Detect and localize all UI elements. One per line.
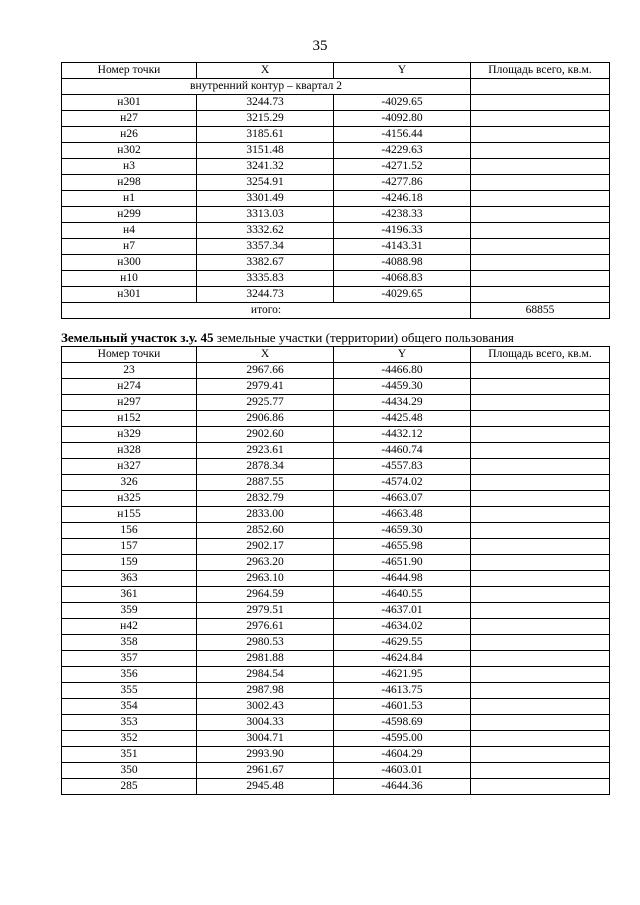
point-number-cell: н329 bbox=[62, 427, 197, 443]
y-coordinate-cell: -4432.12 bbox=[334, 427, 471, 443]
table-body bbox=[62, 79, 610, 303]
x-coordinate-cell: 2980.53 bbox=[197, 635, 334, 651]
area-cell bbox=[471, 411, 610, 427]
table-row bbox=[62, 255, 610, 271]
x-coordinate-cell: 3004.33 bbox=[197, 715, 334, 731]
x-coordinate-cell: 3332.62 bbox=[197, 223, 334, 239]
x-coordinate-cell: 3002.43 bbox=[197, 699, 334, 715]
point-number-cell: 355 bbox=[62, 683, 197, 699]
contour-caption: внутренний контур – квартал 2 bbox=[62, 79, 471, 95]
x-coordinate-cell: 3004.71 bbox=[197, 731, 334, 747]
area-cell bbox=[471, 159, 610, 175]
area-cell bbox=[471, 651, 610, 667]
x-coordinate-cell: 2967.66 bbox=[197, 363, 334, 379]
y-coordinate-cell: -4143.31 bbox=[334, 239, 471, 255]
y-coordinate-cell: -4624.84 bbox=[334, 651, 471, 667]
y-coordinate-cell: -4156.44 bbox=[334, 127, 471, 143]
table-row bbox=[62, 603, 610, 619]
point-number-cell: 363 bbox=[62, 571, 197, 587]
x-coordinate-cell: 2979.41 bbox=[197, 379, 334, 395]
x-coordinate-cell: 2981.88 bbox=[197, 651, 334, 667]
header-y: Y bbox=[334, 63, 471, 79]
y-coordinate-cell: -4604.29 bbox=[334, 747, 471, 763]
table-row bbox=[62, 95, 610, 111]
point-number-cell: н27 bbox=[62, 111, 197, 127]
y-coordinate-cell: -4092.80 bbox=[334, 111, 471, 127]
total-value: 68855 bbox=[471, 303, 610, 319]
x-coordinate-cell: 2906.86 bbox=[197, 411, 334, 427]
area-cell bbox=[471, 395, 610, 411]
y-coordinate-cell: -4659.30 bbox=[334, 523, 471, 539]
point-number-cell: н298 bbox=[62, 175, 197, 191]
area-cell bbox=[471, 683, 610, 699]
area-cell bbox=[471, 175, 610, 191]
section-heading-rest: земельные участки (территории) общего пользования bbox=[213, 330, 514, 345]
table-row bbox=[62, 571, 610, 587]
point-number-cell: 354 bbox=[62, 699, 197, 715]
x-coordinate-cell: 2961.67 bbox=[197, 763, 334, 779]
area-cell bbox=[471, 635, 610, 651]
table-row bbox=[62, 271, 610, 287]
x-coordinate-cell: 3254.91 bbox=[197, 175, 334, 191]
point-number-cell: 356 bbox=[62, 667, 197, 683]
header-x: X bbox=[197, 63, 334, 79]
point-number-cell: 358 bbox=[62, 635, 197, 651]
area-cell bbox=[471, 571, 610, 587]
table-row bbox=[62, 699, 610, 715]
x-coordinate-cell: 2852.60 bbox=[197, 523, 334, 539]
point-number-cell: 359 bbox=[62, 603, 197, 619]
area-cell bbox=[471, 111, 610, 127]
y-coordinate-cell: -4229.63 bbox=[334, 143, 471, 159]
table-row bbox=[62, 143, 610, 159]
table-row bbox=[62, 667, 610, 683]
area-cell bbox=[471, 555, 610, 571]
table-row bbox=[62, 619, 610, 635]
table-row bbox=[62, 523, 610, 539]
table-body bbox=[62, 363, 610, 795]
y-coordinate-cell: -4277.86 bbox=[334, 175, 471, 191]
x-coordinate-cell: 2979.51 bbox=[197, 603, 334, 619]
table-row bbox=[62, 207, 610, 223]
area-cell bbox=[471, 779, 610, 795]
total-label: итого: bbox=[62, 303, 471, 319]
table-row bbox=[62, 715, 610, 731]
point-number-cell: н155 bbox=[62, 507, 197, 523]
point-number-cell: н299 bbox=[62, 207, 197, 223]
point-number-cell: н4 bbox=[62, 223, 197, 239]
y-coordinate-cell: -4459.30 bbox=[334, 379, 471, 395]
x-coordinate-cell: 2993.90 bbox=[197, 747, 334, 763]
area-cell bbox=[471, 287, 610, 303]
header-area: Площадь всего, кв.м. bbox=[471, 347, 610, 363]
header-point-number: Номер точки bbox=[62, 347, 197, 363]
table-row bbox=[62, 379, 610, 395]
table-row bbox=[62, 239, 610, 255]
area-cell bbox=[471, 667, 610, 683]
point-number-cell: н274 bbox=[62, 379, 197, 395]
point-number-cell: н152 bbox=[62, 411, 197, 427]
table-row bbox=[62, 363, 610, 379]
table-header-row bbox=[62, 63, 610, 79]
table-row bbox=[62, 731, 610, 747]
x-coordinate-cell: 3313.03 bbox=[197, 207, 334, 223]
point-number-cell: 351 bbox=[62, 747, 197, 763]
point-number-cell: н327 bbox=[62, 459, 197, 475]
section-heading bbox=[61, 330, 621, 346]
y-coordinate-cell: -4663.07 bbox=[334, 491, 471, 507]
y-coordinate-cell: -4651.90 bbox=[334, 555, 471, 571]
area-cell bbox=[471, 143, 610, 159]
y-coordinate-cell: -4574.02 bbox=[334, 475, 471, 491]
y-coordinate-cell: -4088.98 bbox=[334, 255, 471, 271]
table-row bbox=[62, 507, 610, 523]
point-number-cell: н3 bbox=[62, 159, 197, 175]
point-number-cell: н301 bbox=[62, 95, 197, 111]
point-number-cell: н301 bbox=[62, 287, 197, 303]
area-cell bbox=[471, 443, 610, 459]
point-number-cell: н26 bbox=[62, 127, 197, 143]
area-cell bbox=[471, 715, 610, 731]
x-coordinate-cell: 3244.73 bbox=[197, 95, 334, 111]
table-row bbox=[62, 111, 610, 127]
table-row bbox=[62, 287, 610, 303]
y-coordinate-cell: -4644.36 bbox=[334, 779, 471, 795]
table-row bbox=[62, 635, 610, 651]
point-number-cell: 159 bbox=[62, 555, 197, 571]
area-cell bbox=[471, 363, 610, 379]
area-cell bbox=[471, 587, 610, 603]
y-coordinate-cell: -4640.55 bbox=[334, 587, 471, 603]
y-coordinate-cell: -4466.80 bbox=[334, 363, 471, 379]
point-number-cell: 23 bbox=[62, 363, 197, 379]
area-cell bbox=[471, 763, 610, 779]
table-row bbox=[62, 159, 610, 175]
section-heading-bold: Земельный участок з.у. 45 bbox=[61, 330, 214, 345]
area-cell bbox=[471, 255, 610, 271]
point-number-cell: 361 bbox=[62, 587, 197, 603]
area-cell bbox=[471, 271, 610, 287]
point-number-cell: 352 bbox=[62, 731, 197, 747]
point-number-cell: 350 bbox=[62, 763, 197, 779]
point-number-cell: 285 bbox=[62, 779, 197, 795]
table-row bbox=[62, 411, 610, 427]
table-row bbox=[62, 475, 610, 491]
y-coordinate-cell: -4029.65 bbox=[334, 287, 471, 303]
point-number-cell: н7 bbox=[62, 239, 197, 255]
table-row bbox=[62, 747, 610, 763]
point-number-cell: н1 bbox=[62, 191, 197, 207]
table-row bbox=[62, 555, 610, 571]
y-coordinate-cell: -4196.33 bbox=[334, 223, 471, 239]
header-y: Y bbox=[334, 347, 471, 363]
x-coordinate-cell: 2923.61 bbox=[197, 443, 334, 459]
y-coordinate-cell: -4603.01 bbox=[334, 763, 471, 779]
y-coordinate-cell: -4637.01 bbox=[334, 603, 471, 619]
area-cell bbox=[471, 127, 610, 143]
header-point-number: Номер точки bbox=[62, 63, 197, 79]
point-number-cell: 353 bbox=[62, 715, 197, 731]
y-coordinate-cell: -4068.83 bbox=[334, 271, 471, 287]
x-coordinate-cell: 3357.34 bbox=[197, 239, 334, 255]
header-area: Площадь всего, кв.м. bbox=[471, 63, 610, 79]
header-x: X bbox=[197, 347, 334, 363]
table-row bbox=[62, 175, 610, 191]
y-coordinate-cell: -4634.02 bbox=[334, 619, 471, 635]
total-row bbox=[62, 303, 610, 319]
point-number-cell: 156 bbox=[62, 523, 197, 539]
y-coordinate-cell: -4663.48 bbox=[334, 507, 471, 523]
y-coordinate-cell: -4271.52 bbox=[334, 159, 471, 175]
y-coordinate-cell: -4655.98 bbox=[334, 539, 471, 555]
table-row bbox=[62, 651, 610, 667]
y-coordinate-cell: -4601.53 bbox=[334, 699, 471, 715]
y-coordinate-cell: -4029.65 bbox=[334, 95, 471, 111]
table-row bbox=[62, 683, 610, 699]
x-coordinate-cell: 2963.20 bbox=[197, 555, 334, 571]
x-coordinate-cell: 2878.34 bbox=[197, 459, 334, 475]
point-number-cell: 157 bbox=[62, 539, 197, 555]
y-coordinate-cell: -4629.55 bbox=[334, 635, 471, 651]
area-cell bbox=[471, 747, 610, 763]
table-row bbox=[62, 459, 610, 475]
area-cell bbox=[471, 603, 610, 619]
area-cell bbox=[471, 731, 610, 747]
area-cell bbox=[471, 507, 610, 523]
x-coordinate-cell: 3335.83 bbox=[197, 271, 334, 287]
point-number-cell: н325 bbox=[62, 491, 197, 507]
point-number-cell: н328 bbox=[62, 443, 197, 459]
table-row bbox=[62, 539, 610, 555]
area-cell bbox=[471, 223, 610, 239]
area-cell bbox=[471, 95, 610, 111]
y-coordinate-cell: -4434.29 bbox=[334, 395, 471, 411]
y-coordinate-cell: -4557.83 bbox=[334, 459, 471, 475]
empty-cell bbox=[471, 79, 610, 95]
table-row bbox=[62, 223, 610, 239]
y-coordinate-cell: -4644.98 bbox=[334, 571, 471, 587]
area-cell bbox=[471, 699, 610, 715]
x-coordinate-cell: 3215.29 bbox=[197, 111, 334, 127]
table-row bbox=[62, 395, 610, 411]
x-coordinate-cell: 2987.98 bbox=[197, 683, 334, 699]
table-row bbox=[62, 127, 610, 143]
table-row bbox=[62, 779, 610, 795]
point-number-cell: н302 bbox=[62, 143, 197, 159]
area-cell bbox=[471, 539, 610, 555]
x-coordinate-cell: 2887.55 bbox=[197, 475, 334, 491]
x-coordinate-cell: 2902.17 bbox=[197, 539, 334, 555]
point-number-cell: н300 bbox=[62, 255, 197, 271]
x-coordinate-cell: 2963.10 bbox=[197, 571, 334, 587]
x-coordinate-cell: 2833.00 bbox=[197, 507, 334, 523]
x-coordinate-cell: 2984.54 bbox=[197, 667, 334, 683]
caption-row bbox=[62, 79, 610, 95]
area-cell bbox=[471, 379, 610, 395]
coordinates-table-parcel-45 bbox=[61, 346, 610, 795]
y-coordinate-cell: -4238.33 bbox=[334, 207, 471, 223]
point-number-cell: н10 bbox=[62, 271, 197, 287]
y-coordinate-cell: -4595.00 bbox=[334, 731, 471, 747]
table-row bbox=[62, 443, 610, 459]
y-coordinate-cell: -4613.75 bbox=[334, 683, 471, 699]
coordinates-table-quarter-2 bbox=[61, 62, 610, 319]
x-coordinate-cell: 2925.77 bbox=[197, 395, 334, 411]
table-row bbox=[62, 587, 610, 603]
x-coordinate-cell: 2832.79 bbox=[197, 491, 334, 507]
area-cell bbox=[471, 475, 610, 491]
y-coordinate-cell: -4425.48 bbox=[334, 411, 471, 427]
x-coordinate-cell: 2964.59 bbox=[197, 587, 334, 603]
area-cell bbox=[471, 239, 610, 255]
x-coordinate-cell: 3241.32 bbox=[197, 159, 334, 175]
area-cell bbox=[471, 491, 610, 507]
x-coordinate-cell: 3301.49 bbox=[197, 191, 334, 207]
point-number-cell: 326 bbox=[62, 475, 197, 491]
area-cell bbox=[471, 191, 610, 207]
x-coordinate-cell: 3185.61 bbox=[197, 127, 334, 143]
x-coordinate-cell: 2945.48 bbox=[197, 779, 334, 795]
x-coordinate-cell: 2976.61 bbox=[197, 619, 334, 635]
point-number-cell: н297 bbox=[62, 395, 197, 411]
y-coordinate-cell: -4621.95 bbox=[334, 667, 471, 683]
area-cell bbox=[471, 619, 610, 635]
page-number: 35 bbox=[312, 38, 328, 54]
table-header-row bbox=[62, 347, 610, 363]
table-row bbox=[62, 427, 610, 443]
y-coordinate-cell: -4246.18 bbox=[334, 191, 471, 207]
area-cell bbox=[471, 459, 610, 475]
x-coordinate-cell: 3382.67 bbox=[197, 255, 334, 271]
y-coordinate-cell: -4460.74 bbox=[334, 443, 471, 459]
area-cell bbox=[471, 523, 610, 539]
table-row bbox=[62, 191, 610, 207]
x-coordinate-cell: 3151.48 bbox=[197, 143, 334, 159]
area-cell bbox=[471, 207, 610, 223]
x-coordinate-cell: 3244.73 bbox=[197, 287, 334, 303]
point-number-cell: н42 bbox=[62, 619, 197, 635]
y-coordinate-cell: -4598.69 bbox=[334, 715, 471, 731]
table-row bbox=[62, 763, 610, 779]
point-number-cell: 357 bbox=[62, 651, 197, 667]
table-row bbox=[62, 491, 610, 507]
area-cell bbox=[471, 427, 610, 443]
x-coordinate-cell: 2902.60 bbox=[197, 427, 334, 443]
